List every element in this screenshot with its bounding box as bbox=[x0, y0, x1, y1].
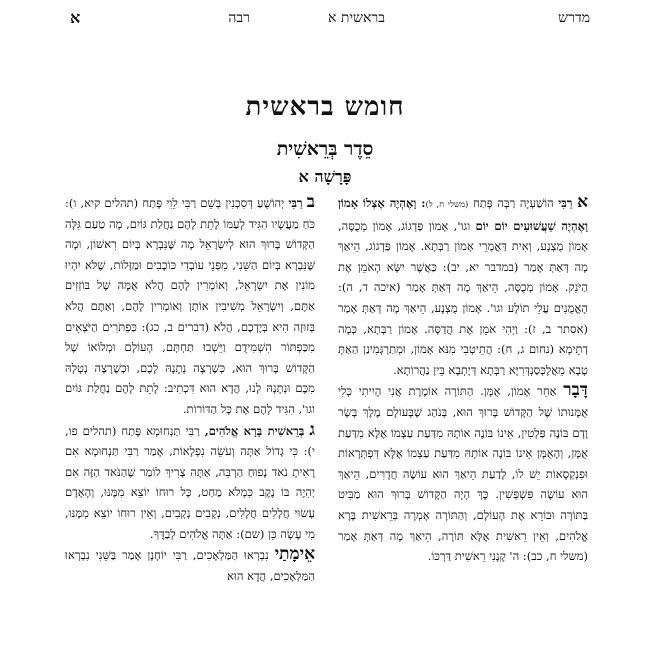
paragraph bbox=[65, 420, 315, 545]
right-text-column bbox=[338, 192, 588, 567]
lead-word: רַבִּי bbox=[558, 196, 573, 210]
lead-word: רַבִּי bbox=[288, 196, 303, 210]
paragraph bbox=[65, 192, 315, 420]
header-work-name-2: רבה bbox=[228, 10, 250, 26]
paragraph bbox=[65, 544, 315, 586]
paragraph bbox=[338, 380, 588, 566]
lead-word-large: דָּבָר bbox=[563, 380, 588, 401]
paragraph-text: וגו', אָמוֹן פַּדְגוֹג, אָמוֹן מְכֻסֶּה, אָמוֹן מֻצְנָע, וְאִית דַּאֲמְרֵי אָמוֹן רַבְּתָא. אָמוֹן פַּדְגוֹג, הֵיאַךְ מָה דְּאַתְּ אָמַר (במדבר יא, יב): כַּאֲשֶׁר יִשָּׂא הָאֹמֵן אֶת הַיֹּנֵק. אָמוֹן מְכֻסֶּה, הֵיאַךְ מָה דְּאַתְּ אָמַר (איכה ד, ה): הָאֱמֻנִים עֲלֵי תוֹלָע וגו'. אָמוֹן מֻצְנָע, הֵיאַךְ מָה דְּאַתְּ אָמַר (אסתר ב, ז): וַיְהִי אֹמֵן אֶת הֲדַסָּה. אָמוֹן רַבְּתָא, כְּמָה דְתֵימָא (נחום ג, ח): הֲתֵיטְבִי מִנֹּא אָמוֹן, וּמְתַרְגְּמִינַן הַאַתְּ טָבָא מֵאֲלֶכְּסַנְדְּרִיָּא רַבְּתָא דְּיָתְבָא בֵּין נַהֲרוֹתָא. bbox=[338, 218, 588, 377]
paragraph-number: א bbox=[577, 192, 588, 212]
running-header bbox=[70, 6, 590, 28]
header-section: בראשית א bbox=[328, 10, 385, 26]
left-text-column bbox=[65, 192, 315, 586]
book-title: חומש בראשית bbox=[245, 92, 405, 122]
lead-word-large: אֵימָתַי bbox=[274, 544, 315, 565]
paragraph-text: יְהוֹשֻׁעַ דְּסִכְנִין בְּשֵׁם רַבִּי לֵוִי פָּתַח (תהלים קיא, ו): כֹּחַ מַעֲשָׂיו הִגִּיד לְעַמּוֹ לָתֵת לָהֶם נַחֲלַת גּוֹיִם, מָה טַעַם גִּלָּה הַקָּדוֹשׁ בָּרוּךְ הוּא לְיִשְׂרָאֵל מָה שֶּׁנִּבְרָא בְּיוֹם רִאשׁוֹן, וּמָה שֶּׁנִּבְרָא בְּיוֹם הַשֵּׁנִי, מִפְּנֵי עוֹבְדֵי כּוֹכָבִים וּמַזָּלוֹת, שֶׁלֹּא יִהְיוּ מוֹנִין אֶת יִשְׂרָאֵל, וְאוֹמְרִין לָהֶם הֲלֹא אֻמָּה שֶׁל בּוֹזְזִים אַתֶּם, וְיִשְׂרָאֵל מְשִׁיבִין אוֹתָן וְאוֹמְרִין לָהֶם, וְאַתֶּם הֲלֹא בְּזוּזָה הִיא בְּיֶדְכֶם, הֲלֹא (דברים ב, כג): כַּפְתֹּרִים הַיֹּצְאִים מִכַּפְתּוֹר הִשְׁמִידֻם וַיֵּשְׁבוּ תַחְתָּם, הָעוֹלָם וּמְלוֹאוֹ שֶׁל הַקָּדוֹשׁ בָּרוּךְ הוּא, כְּשֶׁרָצָה נְתָנָהּ לָכֶם, וּכְשֶׁרָצָה נְטָלָהּ מִכֶּם וּנְתָנָהּ לָנוּ, הֲדָא הוּא דִּכְתִיב: לָתֵת לָהֶם נַחֲלַת גּוֹיִם וגו', הִגִּיד לָהֶם אֶת כָּל הַדּוֹרוֹת. bbox=[65, 196, 315, 416]
paragraph-number: ג bbox=[309, 419, 315, 440]
paragraph-text: רַבִּי תַּנְחוּמָא פָּתַח (תהלים פו, י): כִּי גָדוֹל אַתָּה וְעֹשֵׂה נִפְלָאוֹת, אָמַר רַבִּי תַּנְחוּמָא אִם רָאִיתָ נֹאד נָפוּחַ הַרְבֵּה, אַתָּה צָרִיךְ לוֹמַר שֶׁהַנֹּאד הַזֶּה אִם יְהִיֶה בּוֹ נֶקֶב כִּמְלֹא מַחַט, כָּל רוּחוֹ יוֹצֵא מִמֶּנּוּ, וְהָאָדָם עָשׂוּי חֲלָלִים חֲלָלִים, נְקָבִים נְקָבִים, וְאֵין רוּחוֹ יוֹצֵא מִמֶּנּוּ, מִי עָשָׂה כֵּן (שם): אַתָּה אֱלֹהִים לְבַדֶּךָ. bbox=[65, 423, 315, 541]
paragraph-text: אַחֵר אָמוֹן, אֻמָּן. הַתּוֹרָה אוֹמֶרֶת אֲנִי הָיִיתִי כְּלִי אֻמָּנוּתוֹ שֶׁל הַקָּדוֹשׁ בָּרוּךְ הוּא, בְּנֹהַג שֶׁבָּעוֹלָם מֶלֶךְ בָּשָׂר וָדָם בּוֹנֶה פַּלְטִין, אֵינוֹ בּוֹנֶה אוֹתָהּ מִדַּעַת עַצְמוֹ אֶלָּא מִדַּעַת אֻמָּן, וְהָאֻמָּן אֵינוֹ בּוֹנֶה אוֹתָהּ מִדַּעַת עַצְמוֹ אֶלָּא דִּפְתְּרָאוֹת וּפִנְקְסָאוֹת יֵשׁ לוֹ, לָדַעַת הֵיאַךְ הוּא עוֹשֶׂה חֲדָרִים, הֵיאַךְ הוּא עוֹשֶׂה פִּשְׁפְּשִׁין. כָּךְ הָיָה הַקָּדוֹשׁ בָּרוּךְ הוּא מַבִּיט בַּתּוֹרָה וּבוֹרֵא אֶת הָעוֹלָם, וְהַתּוֹרָה אָמְרָה בְּרֵאשִׁית בָּרָא אֱלֹהִים, וְאֵין רֵאשִׁית אֶלָּא תּוֹרָה, הֵיאַךְ מָה דְּאַתְּ אָמַר (משלי ח, כב): ה' קָנָנִי רֵאשִׁית דַּרְכּוֹ. bbox=[338, 384, 588, 564]
paragraph-text: הוֹשַׁעְיָה רַבָּה פָּתַח bbox=[472, 196, 559, 210]
paragraph-text: נִבְרְאוּ הַמַּלְאָכִים, רַבִּי יוֹחָנָן אָמַר בַּשֵּׁנִי נִבְרְאוּ הַמַּלְאָכִים, הֲדָא הוּא bbox=[65, 548, 315, 583]
seder-title: סֵדֶר בְּרֵאשִׁית bbox=[276, 138, 374, 160]
paragraph bbox=[338, 192, 588, 380]
parasha-heading: פָּרָשָׁה א bbox=[298, 167, 352, 186]
header-work-name: מדרש bbox=[558, 10, 590, 26]
verse-reference: (משלי ח, ל) bbox=[425, 200, 469, 210]
paragraph-number: ב bbox=[306, 192, 315, 212]
verse-quote: : וָאֶהְיֶה אֶצְלוֹ אָמוֹן וָאֶהְיֶה שַׁעֲשׁוּעִים יוֹם יוֹם bbox=[338, 196, 588, 233]
header-page-letter: א bbox=[70, 8, 81, 27]
lead-word: בְּרֵאשִׁית בָּרָא אֱלֹהִים, bbox=[204, 423, 305, 438]
